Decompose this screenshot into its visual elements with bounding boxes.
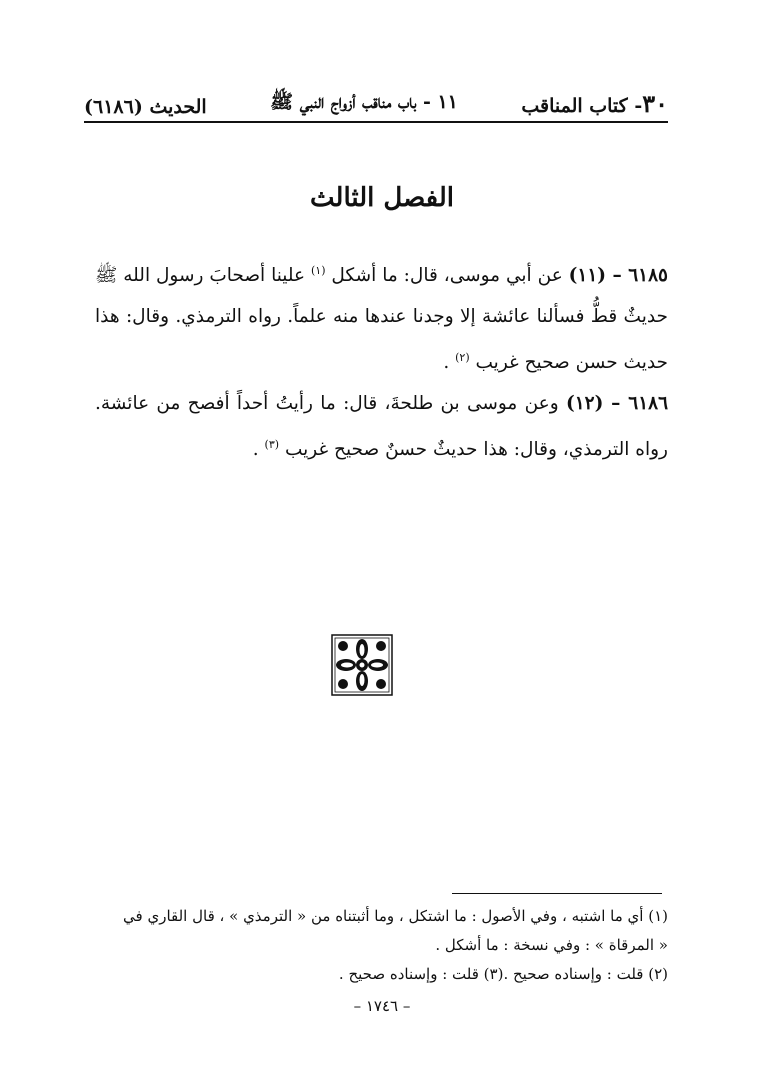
footnote-rule: [452, 893, 662, 894]
hadith-text-end: .: [252, 439, 259, 461]
footnote-2: (٢) قلت : وإسناده صحيح .: [503, 965, 668, 983]
hadith-number: ٦١٨٥ – (١١): [568, 265, 668, 287]
hadith-text-end: .: [443, 352, 450, 374]
footnote-ref: (٢): [455, 351, 470, 365]
footnote-ref: (١): [310, 264, 326, 277]
hadith-number: ٦١٨٦ – (١٢): [565, 393, 669, 415]
hadith-6185: [95, 250, 668, 383]
footnote-ref: (٣): [264, 438, 280, 452]
hadith-text: علينا أصحابَ رسول الله ﷺ حديثٌ قطُّ فسألنا عائشة إلا وجدنا عندها منه علماً. رواه الترمذي. وقال: هذا حديث حسن صحيح غريب: [95, 265, 668, 374]
header-hadith-ref: الحديث (٦١٨٦): [84, 96, 207, 118]
hadith-body: [95, 250, 668, 470]
footnote-3: (٣) قلت : وإسناده صحيح .: [338, 965, 504, 983]
header-book: [521, 89, 668, 118]
footnote-1-line-1: (١) أي ما اشتبه ، وفي الأصول : ما اشتكل ، وما أثبتناه من « الترمذي » ، قال القاري في: [123, 907, 668, 925]
floral-ornament-icon: [331, 634, 393, 696]
section-title: الفصل الثالث: [310, 183, 454, 213]
header-rule: [84, 121, 668, 123]
footnotes: [100, 902, 668, 989]
running-header: [84, 82, 668, 118]
hadith-6186: [95, 383, 668, 470]
footnote-row: [100, 960, 668, 989]
header-chapter: ١١ - باب مناقب أزواج النبي ﷺ: [270, 91, 458, 113]
header-book-title: - كتاب المناقب: [521, 95, 643, 117]
footnote-1-line-2: « المرقاة » : وفي نسخة : ما أشكل .: [435, 936, 668, 954]
header-page-number: ٣٠: [642, 89, 668, 118]
page-folio: – ١٧٤٦ –: [353, 997, 411, 1015]
hadith-text: عن أبي موسى، قال: ما أشكل: [331, 265, 563, 287]
hadith-text: وعن موسى بن طلحةَ، قال: ما رأيتُ أحداً أفصح من عائشة. رواه الترمذي، وقال: هذا حديثٌ حسنٌ صحيح غريب: [95, 393, 668, 461]
